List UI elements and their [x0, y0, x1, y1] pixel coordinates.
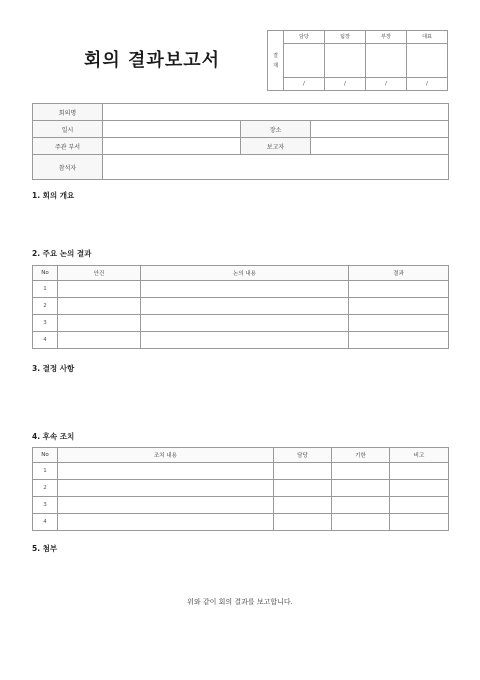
table-cell[interactable] — [332, 480, 390, 497]
approval-date[interactable]: / — [325, 78, 366, 91]
column-header: 비고 — [390, 448, 449, 463]
table-cell[interactable] — [390, 463, 449, 480]
table-cell[interactable] — [58, 463, 274, 480]
table-row — [33, 480, 449, 497]
table-cell[interactable] — [141, 281, 349, 298]
signature-cell[interactable] — [284, 43, 325, 78]
datetime-label: 일시 — [33, 121, 103, 138]
table-cell[interactable] — [349, 315, 449, 332]
signature-cell[interactable] — [407, 43, 448, 78]
approval-date[interactable]: / — [407, 78, 448, 91]
table-cell[interactable] — [274, 497, 332, 514]
approval-date[interactable]: / — [366, 78, 407, 91]
approval-date[interactable]: / — [284, 78, 325, 91]
approval-table — [267, 30, 448, 91]
approval-role: 담당 — [284, 31, 325, 44]
row-number: 1 — [33, 281, 58, 298]
row-number: 1 — [33, 463, 58, 480]
meeting-name-label: 회의명 — [33, 104, 103, 121]
approval-role: 팀장 — [325, 31, 366, 44]
table-cell[interactable] — [58, 514, 274, 531]
table-cell[interactable] — [332, 463, 390, 480]
reporter-field[interactable] — [311, 138, 449, 155]
table-cell[interactable] — [58, 332, 141, 349]
table-cell[interactable] — [390, 480, 449, 497]
table-row — [33, 463, 449, 480]
table-cell[interactable] — [332, 497, 390, 514]
table-cell[interactable] — [141, 332, 349, 349]
table-row — [33, 497, 449, 514]
row-number: 3 — [33, 497, 58, 514]
row-number: 2 — [33, 298, 58, 315]
column-header: 담당 — [274, 448, 332, 463]
table-row — [33, 332, 449, 349]
table-cell[interactable] — [58, 480, 274, 497]
table-cell[interactable] — [349, 332, 449, 349]
table-cell[interactable] — [332, 514, 390, 531]
table-cell[interactable] — [58, 281, 141, 298]
column-header: 결과 — [349, 266, 449, 281]
closing-statement: 위와 같이 회의 결과를 보고합니다. — [187, 598, 293, 606]
row-number: 2 — [33, 480, 58, 497]
table-cell[interactable] — [274, 514, 332, 531]
approval-role: 부장 — [366, 31, 407, 44]
table-row — [33, 315, 449, 332]
row-number: 4 — [33, 332, 58, 349]
column-header: 논의 내용 — [141, 266, 349, 281]
section-decisions-heading: 3. 결정 사항 — [32, 364, 75, 373]
results-table — [32, 265, 449, 349]
column-header: 안건 — [58, 266, 141, 281]
section-followup-heading: 4. 후속 조치 — [32, 432, 75, 441]
signature-cell[interactable] — [366, 43, 407, 78]
table-cell[interactable] — [274, 463, 332, 480]
section-overview-heading: 1. 회의 개요 — [32, 191, 75, 200]
place-field[interactable] — [311, 121, 449, 138]
host-dept-field[interactable] — [103, 138, 241, 155]
table-row — [33, 514, 449, 531]
row-number: 3 — [33, 315, 58, 332]
column-header: 기한 — [332, 448, 390, 463]
table-cell[interactable] — [58, 298, 141, 315]
followup-table — [32, 447, 449, 531]
place-label: 장소 — [241, 121, 311, 138]
table-cell[interactable] — [274, 480, 332, 497]
meeting-name-field[interactable] — [103, 104, 449, 121]
column-header: 조치 내용 — [58, 448, 274, 463]
approval-role: 대표 — [407, 31, 448, 44]
table-cell[interactable] — [390, 497, 449, 514]
row-number: 4 — [33, 514, 58, 531]
column-header: No — [33, 448, 58, 463]
signature-cell[interactable] — [325, 43, 366, 78]
attendees-label: 참석자 — [33, 155, 103, 180]
table-cell[interactable] — [58, 315, 141, 332]
host-dept-label: 주관 부서 — [33, 138, 103, 155]
meeting-info-table — [32, 103, 449, 180]
section-results-heading: 2. 주요 논의 결과 — [32, 249, 92, 258]
document-title: 회의 결과보고서 — [84, 50, 220, 71]
attendees-field[interactable] — [103, 155, 449, 180]
datetime-field[interactable] — [103, 121, 241, 138]
reporter-label: 보고자 — [241, 138, 311, 155]
column-header: No — [33, 266, 58, 281]
table-cell[interactable] — [349, 298, 449, 315]
table-row — [33, 281, 449, 298]
table-cell[interactable] — [141, 298, 349, 315]
table-cell[interactable] — [349, 281, 449, 298]
table-cell[interactable] — [141, 315, 349, 332]
table-cell[interactable] — [390, 514, 449, 531]
table-row — [33, 298, 449, 315]
table-cell[interactable] — [58, 497, 274, 514]
approval-label: 결 재 — [268, 31, 284, 91]
section-attachments-heading: 5. 첨부 — [32, 544, 58, 553]
